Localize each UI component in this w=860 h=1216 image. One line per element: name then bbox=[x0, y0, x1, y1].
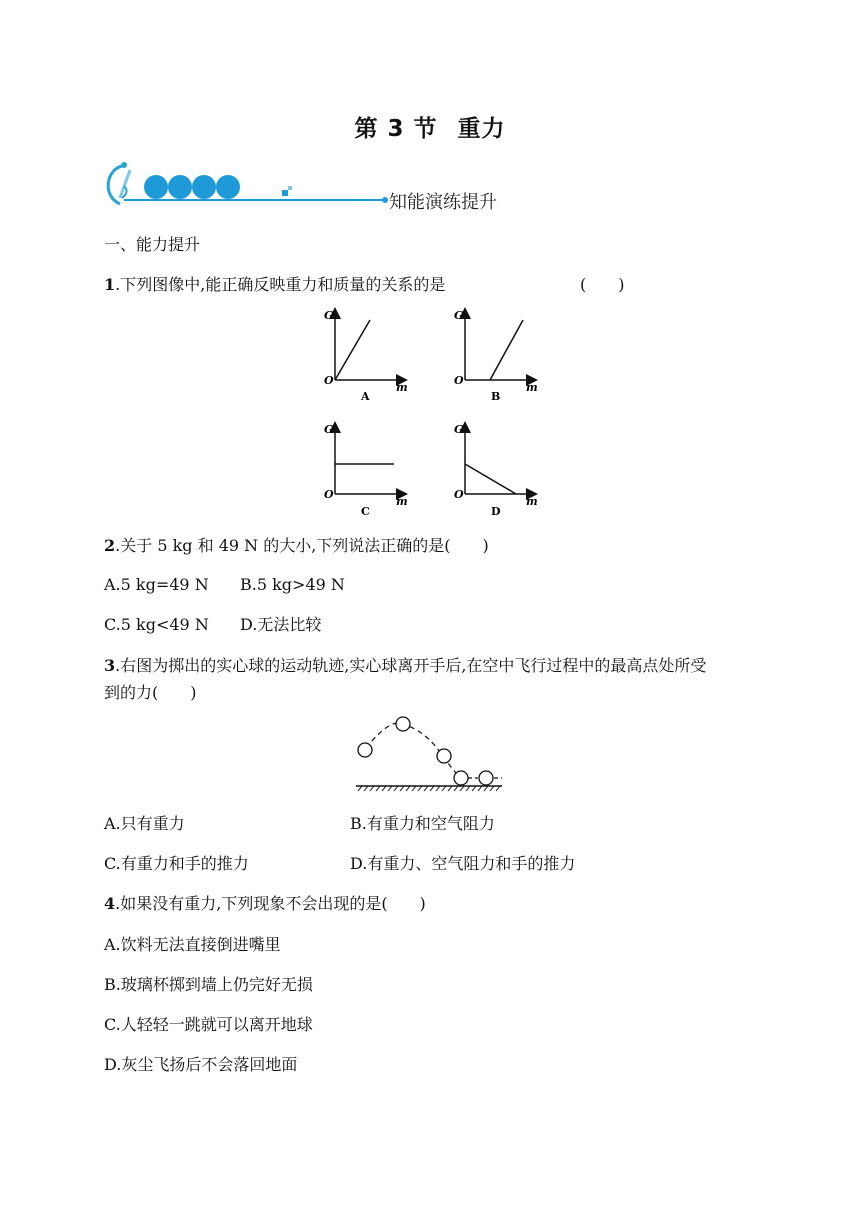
swoosh-icon bbox=[108, 166, 122, 204]
question-stem: .下列图像中,能正确反映重力和质量的关系的是 bbox=[115, 275, 446, 294]
page-title bbox=[0, 110, 860, 143]
option-c: C.5 kg<49 N bbox=[104, 615, 209, 634]
ball-icon bbox=[396, 717, 410, 731]
option-c: C.有重力和手的推力 bbox=[104, 854, 249, 873]
question-1 bbox=[104, 275, 445, 295]
graph-label: A bbox=[361, 390, 370, 403]
question-stem: .如果没有重力,下列现象不会出现的是( ) bbox=[115, 894, 426, 913]
banner-label: 知能演练提升 bbox=[389, 192, 497, 213]
graph-b-line bbox=[490, 320, 523, 380]
ball-icon bbox=[358, 743, 372, 757]
question-number: 2 bbox=[104, 536, 116, 555]
section-topic: 重力 bbox=[457, 116, 506, 142]
banner-dot-4 bbox=[216, 175, 240, 199]
q1-graphs bbox=[310, 305, 550, 525]
origin-label: O bbox=[454, 488, 464, 501]
option-d: D.无法比较 bbox=[240, 615, 322, 634]
y-axis-label: G bbox=[324, 309, 334, 322]
graph-a bbox=[324, 309, 408, 403]
option-a: A.饮料无法直接倒进嘴里 bbox=[104, 935, 281, 954]
question-3-cont: 到的力( ) bbox=[104, 683, 197, 702]
question-3 bbox=[104, 656, 706, 676]
x-axis-label: m bbox=[396, 381, 408, 394]
question-stem: .关于 5 kg 和 49 N 的大小,下列说法正确的是( ) bbox=[115, 536, 489, 555]
y-axis-label: G bbox=[454, 309, 464, 322]
question-number: 3 bbox=[104, 656, 116, 675]
option-b: B.有重力和空气阻力 bbox=[350, 814, 495, 833]
option-d: D.有重力、空气阻力和手的推力 bbox=[350, 854, 576, 873]
option-b: B.5 kg>49 N bbox=[240, 575, 345, 594]
origin-label: O bbox=[454, 374, 464, 387]
section-number: 第 3 节 bbox=[354, 116, 438, 142]
question-4 bbox=[104, 894, 426, 914]
question-number: 4 bbox=[104, 894, 116, 913]
y-axis-label: G bbox=[454, 423, 464, 436]
option-b: B.玻璃杯掷到墙上仍完好无损 bbox=[104, 975, 313, 994]
graph-d-line bbox=[465, 464, 516, 494]
graph-label: C bbox=[361, 505, 370, 518]
answer-paren: ( ) bbox=[580, 275, 625, 294]
question-stem: .右图为掷出的实心球的运动轨迹,实心球离开手后,在空中飞行过程中的最高点处所受 bbox=[115, 656, 707, 675]
graph-b bbox=[454, 309, 538, 403]
banner-dot-2 bbox=[168, 175, 192, 199]
graph-d bbox=[454, 423, 538, 518]
ball-icon bbox=[437, 749, 451, 763]
part-heading: 一、能力提升 bbox=[104, 235, 201, 254]
banner-dot-3 bbox=[192, 175, 216, 199]
graph-label: B bbox=[491, 390, 501, 403]
graph-c bbox=[324, 423, 408, 518]
graph-a-line bbox=[335, 320, 370, 380]
question-2 bbox=[104, 536, 489, 556]
option-c: C.人轻轻一跳就可以离开地球 bbox=[104, 1015, 313, 1034]
x-axis-label: m bbox=[526, 381, 538, 394]
option-d: D.灰尘飞扬后不会落回地面 bbox=[104, 1055, 298, 1074]
option-a: A.只有重力 bbox=[104, 814, 185, 833]
trajectory-figure bbox=[350, 710, 510, 800]
origin-label: O bbox=[324, 374, 334, 387]
option-a: A.5 kg=49 N bbox=[104, 575, 209, 594]
ball-icon bbox=[479, 771, 493, 785]
question-number: 1 bbox=[104, 275, 116, 294]
ball-icon bbox=[454, 771, 468, 785]
x-axis-label: m bbox=[396, 495, 408, 508]
banner-dot-1 bbox=[144, 175, 168, 199]
y-axis-label: G bbox=[324, 423, 334, 436]
x-axis-label: m bbox=[526, 495, 538, 508]
graph-label: D bbox=[491, 505, 501, 518]
origin-label: O bbox=[324, 488, 334, 501]
